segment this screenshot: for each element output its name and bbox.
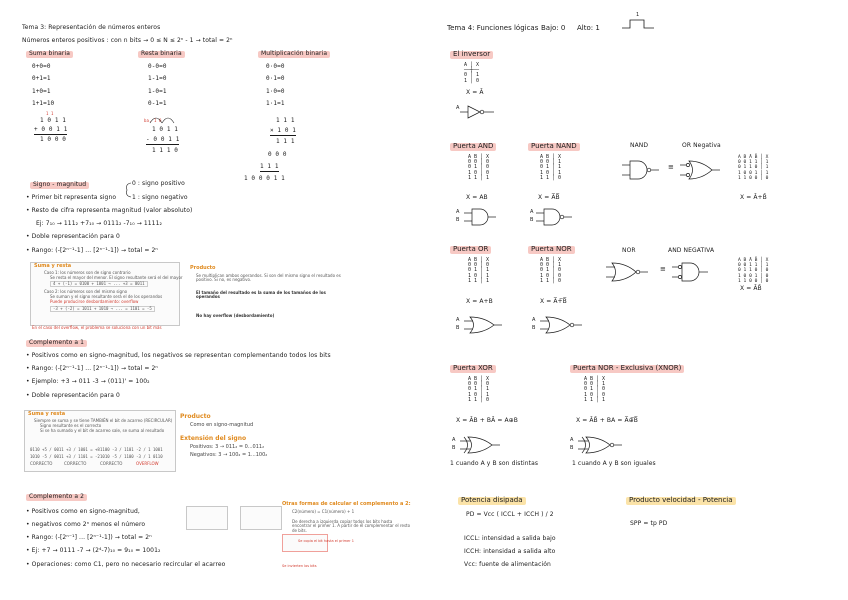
signo-b3: • Doble representación para 0 (26, 234, 120, 241)
or-negativa-label: OR Negativa (682, 142, 721, 149)
nand-gate-icon (536, 208, 576, 226)
ca1-b1: • Positivos como en signo-magnitud, los negativos se representan complementando todos los bits (26, 353, 331, 360)
nand-eq-expr: X = Ā+B̄ (740, 194, 767, 201)
signo-1: 1 : signo negativo (132, 194, 188, 201)
xnor-note: 1 cuando A y B son iguales (572, 460, 656, 467)
mult-partial-2: 0 0 0 (268, 151, 287, 158)
nor-gate-a: A (532, 317, 536, 323)
and-expr: X = AB (466, 194, 488, 201)
ca1-tag-4: OVERFLOW (136, 461, 159, 466)
xor-expr: X = ĀB + BĀ = A⊕B (456, 417, 519, 424)
nand-eq-table: A B Ā B̄ │ X 0 0 1 1 │ 1 0 1 1 0 │ 1 1 0 0 1 │ 1 1 1 0 0 │ 0 (738, 155, 769, 181)
ca1-box-title: Suma y resta (28, 411, 66, 417)
ca2-example-box-1 (186, 506, 228, 530)
xor-gate-icon (460, 436, 504, 454)
signo-b1: • Primer bit representa signo (26, 195, 116, 202)
or-expr: X = A+B (466, 298, 493, 305)
resta-binaria-heading: Resta binaria (138, 51, 185, 58)
ca1-example-4: 1010 -5 / 1100 -3 / 1 0110 (100, 454, 163, 459)
ca2-other-1: C2(número) = C1(número) + 1 (292, 509, 355, 514)
pulse-icon (622, 16, 658, 30)
xor-gate-b: B (452, 445, 456, 451)
mult-partial-3: 1 1 1 (260, 163, 279, 170)
alto-label: Alto: 1 (577, 24, 600, 32)
mult-binaria-heading: Multiplicación binaria (258, 51, 330, 58)
nand-eq-gate-icon (622, 160, 662, 180)
nor-eq-label: NOR (622, 247, 636, 254)
mult-op1: 1 1 1 (276, 117, 295, 124)
nand-gate-a: A (530, 209, 534, 215)
ca1-example-1: 0110 +5 / 0011 +3 / 1001 = +8 (30, 447, 100, 452)
producto-vp-formula: SPP = tp PD (630, 520, 668, 527)
resta-result: 1 1 1 0 (152, 147, 178, 154)
potencia-l1: ICCL: intensidad a salida bajo (464, 535, 556, 542)
signo-b2-example: Ej: 7₁₀ → 111₂ +7₁₀ → 0111₂ -7₁₀ → 1111₂ (36, 220, 163, 227)
nand-eq-label: NAND (630, 142, 649, 149)
ca2-example-box-2 (240, 506, 282, 530)
suma-op1: 1 0 1 1 (40, 117, 66, 124)
or-gate-icon (464, 316, 504, 334)
ca1-tag-2: CORRECTO (64, 461, 87, 466)
resta-op2: - 0 0 1 1 (146, 136, 180, 143)
inversor-heading: El inversor (450, 51, 493, 59)
nand-gate-b: B (530, 217, 534, 223)
ca2-ex-label-2: Se invierten los bits (282, 564, 317, 568)
sm-caso2a: Se suman y el signo resultante será el de los operandos (50, 294, 163, 299)
signo-b4: • Rango: (-[2ⁿ⁻¹-1] ... [2ⁿ⁻¹-1]) → total = 2ⁿ (26, 248, 158, 255)
ca1-extension-title: Extensión del signo (180, 435, 247, 442)
xnor-gate-a: A (570, 437, 574, 443)
or-gate-b: B (456, 325, 460, 331)
sm-producto-2: El tamaño del resultado es la suma de los tamaños de los operandos (196, 290, 326, 300)
resta-borrow: ba. 1 0 (144, 118, 162, 123)
ca1-producto-1: Como en signo-magnitud (190, 422, 254, 428)
nand-table: A B │ X 0 0 │ 1 0 1 │ 1 1 0 │ 1 1 1 │ 0 (540, 154, 562, 181)
suma-line-2: 0+1=1 (32, 75, 51, 82)
mult-line-1: 0·0=0 (266, 63, 285, 70)
xnor-gate-b: B (570, 445, 574, 451)
nor-eq-gate-icon (606, 262, 650, 282)
and-heading: Puerta AND (450, 143, 496, 151)
and-gate-a: A (456, 209, 460, 215)
pulse-label: 1 (636, 12, 640, 18)
ca2-ex-label-1: Se copia el bit hasta el primer 1 (298, 539, 354, 543)
mult-op2: × 1 0 1 (270, 127, 296, 134)
xor-table: A B │ X 0 0 │ 0 0 1 │ 1 1 0 │ 1 1 1 │ 0 (468, 376, 490, 403)
ca1-box-l3: Si se ha sumado y el bit de acarreo sale, se suma al resultado (40, 428, 165, 433)
inversor-gate-icon (460, 104, 500, 120)
ca1-b4: • Doble representación para 0 (26, 393, 120, 400)
sm-caso2b: Puede producirse desbordamiento: overflow (50, 299, 139, 304)
naturals-line: Números enteros positivos : con n bits → 0 ≤ N ≤ 2ⁿ - 1 → total = 2ⁿ (22, 37, 233, 44)
xor-note: 1 cuando A y B son distintas (450, 460, 539, 467)
potencia-formula: PD = Vcc ( ICCL + ICCH ) / 2 (466, 511, 554, 518)
resta-line-1: 0-0=0 (148, 63, 167, 70)
sm-box-title: Suma y resta (34, 263, 72, 269)
signo-magnitud-heading: Signo - magnitud (30, 182, 89, 189)
sm-caso2c: -3 + (-2) = 1011 + 1010 → ... = 1101 = -5 (50, 306, 155, 312)
ca1-box-l2: Signo resultante es el correcto (40, 423, 102, 428)
and-gate-icon (464, 208, 500, 226)
left-title: Tema 3: Representación de números enteros (22, 24, 161, 31)
ca1-producto-title: Producto (180, 413, 211, 420)
ca2-other-title: Otras formas de calcular el complemento a 2: (282, 501, 411, 507)
sm-producto-title: Producto (190, 265, 216, 271)
inversor-table: A │ X ──┼── 0 │ 1 1 │ 0 (464, 62, 480, 84)
resta-borrow-arrows (148, 113, 188, 125)
resta-line-2: 1-1=0 (148, 75, 167, 82)
nand-expr: X = A̅B̅ (538, 194, 560, 201)
ca1-extension-2: Negativos: 3 → 100₂ = 1...100₂ (190, 452, 268, 458)
nor-table: A B │ X 0 0 │ 1 0 1 │ 0 1 0 │ 0 1 1 │ 0 (540, 257, 562, 284)
ca1-heading: Complemento a 1 (26, 340, 87, 347)
sm-producto-3: No hay overflow (desbordamiento) (196, 313, 275, 318)
ca2-b5: • Operaciones: como C1, pero no necesario recircular el acarreo (26, 562, 225, 569)
nor-gate-b: B (532, 325, 536, 331)
ca2-heading: Complemento a 2 (26, 494, 87, 501)
ca2-other-2: De derecha a izquierda copiar todos los bits hasta encontrar el primer 1. A partir de él complementar el resto de bits. (292, 519, 411, 533)
potencia-l3: Vcc: fuente de alimentación (464, 561, 551, 568)
suma-carry: 1 1 (46, 111, 54, 116)
ca1-tag-3: CORRECTO (100, 461, 123, 466)
sm-caso1: Caso 1: los números son de signo contrario (44, 270, 131, 275)
resta-op1: 1 0 1 1 (152, 126, 178, 133)
xor-gate-a: A (452, 437, 456, 443)
and-negativa-gate-icon (672, 262, 716, 282)
mult-line-4: 1·1=1 (266, 100, 285, 107)
potencia-l2: ICCH: intensidad a salida alto (464, 548, 556, 555)
nor-expr: X = A̅+̅B̅ (540, 298, 567, 305)
suma-result: 1 0 0 0 (40, 136, 66, 143)
ca2-b4: • Ej: +7 → 0111 -7 → (2⁴-7)₁₀ = 9₁₀ = 1001₂ (26, 548, 161, 555)
inversor-expr: X = Ā (466, 89, 484, 96)
inversor-gate-a: A (456, 105, 460, 111)
mult-partial-1: 1 1 1 (276, 138, 295, 145)
potencia-heading: Potencia disipada (458, 497, 526, 505)
nor-eq-table: A B Ā B̄ │ X 0 0 1 1 │ 1 0 1 1 0 │ 0 1 0 0 1 │ 0 1 1 0 0 │ 0 (738, 258, 769, 284)
or-negativa-gate-icon (680, 160, 724, 180)
producto-vp-heading: Producto velocidad - Potencia (626, 497, 736, 505)
xnor-expr: X = ĀB̄ + BA = A̅⊕̅B̅ (576, 417, 639, 424)
signo-b2: • Resto de cifra representa magnitud (valor absoluto) (26, 208, 192, 215)
suma-line-4: 1+1=10 (32, 100, 55, 107)
or-gate-a: A (456, 317, 460, 323)
sm-caso2: Caso 2: los números son del mismo signo (44, 289, 128, 294)
mult-line-2: 0·1=0 (266, 75, 285, 82)
resta-line-4: 0-1=1 (148, 100, 167, 107)
nand-eq-sign: ≡ (668, 163, 674, 171)
sm-producto-1: Se multiplican ambos operandos. Si son del mismo signo el resultado es positivo. Si no, es negativo. (196, 273, 341, 283)
ca1-b2: • Rango: (-[2ⁿ⁻¹-1] ... [2ⁿ⁻¹-1]) → total = 2ⁿ (26, 366, 158, 373)
ca1-example-3: 1100 -3 / 1101 -2 / 1 1001 (100, 447, 163, 452)
suma-line-3: 1+0=1 (32, 88, 51, 95)
ca1-example-2: 1010 -5 / 0011 +3 / 1101 = -2 (30, 454, 100, 459)
and-negativa-label: AND NEGATIVA (668, 247, 715, 254)
xnor-gate-icon (578, 436, 626, 454)
or-heading: Puerta OR (450, 246, 491, 254)
or-table: A B │ X 0 0 │ 0 0 1 │ 1 1 0 │ 1 1 1 │ 1 (468, 257, 490, 284)
bajo-label: Bajo: 0 (541, 24, 566, 32)
nand-heading: Puerta NAND (528, 143, 580, 151)
xor-heading: Puerta XOR (450, 365, 496, 373)
suma-op2: + 0 0 1 1 (34, 126, 68, 133)
nor-eq-expr: X = ĀB̄ (740, 285, 762, 292)
signo-0: 0 : signo positivo (132, 180, 185, 187)
ca2-b2: • negativos como 2ⁿ menos el número (26, 522, 145, 529)
ca1-box-l1: Siempre se suma y se tiene TAMBIÉN el bit de acarreo (RECIRCULAR) (34, 418, 173, 423)
ca1-tag-1: CORRECTO (30, 461, 53, 466)
and-gate-b: B (456, 217, 460, 223)
sm-caso1a: Se resta el mayor del menor. El signo resultante será el del mayor (50, 275, 183, 280)
nor-eq-sign: ≡ (660, 265, 666, 273)
ca2-b3: • Rango: (-[2ⁿ⁻¹] ... [2ⁿ⁻¹-1]) → total = 2ⁿ (26, 535, 152, 542)
resta-line-3: 1-0=1 (148, 88, 167, 95)
mult-line-3: 1·0=0 (266, 88, 285, 95)
and-table: A B │ X 0 0 │ 0 0 1 │ 0 1 0 │ 0 1 1 │ 1 (468, 154, 490, 181)
suma-binaria-heading: Suma binaria (26, 51, 73, 58)
ca1-extension-1: Positivos: 3 → 011₂ = 0...011₂ (190, 444, 265, 450)
ca1-b3: • Ejemplo: +3 → 011 -3 → (011)' = 100₂ (26, 379, 150, 386)
suma-line-1: 0+0=0 (32, 63, 51, 70)
sm-caso1b: 4 + (-1) = 0100 + 1001 → ... +3 = 0011 (50, 281, 148, 287)
nor-gate-icon (540, 316, 584, 334)
sm-overflow-note: En el caso del overflow, el problema se soluciona con un bit más (32, 325, 162, 330)
xnor-heading: Puerta NOR - Exclusiva (XNOR) (570, 365, 684, 373)
mult-result: 1 0 0 0 1 1 (244, 175, 285, 182)
nor-heading: Puerta NOR (528, 246, 575, 254)
ca2-b1: • Positivos como en signo-magnitud, (26, 509, 140, 516)
right-title: Tema 4: Funciones lógicas (447, 24, 539, 32)
xnor-table: A B │ X 0 0 │ 1 0 1 │ 0 1 0 │ 0 1 1 │ 1 (584, 376, 606, 403)
